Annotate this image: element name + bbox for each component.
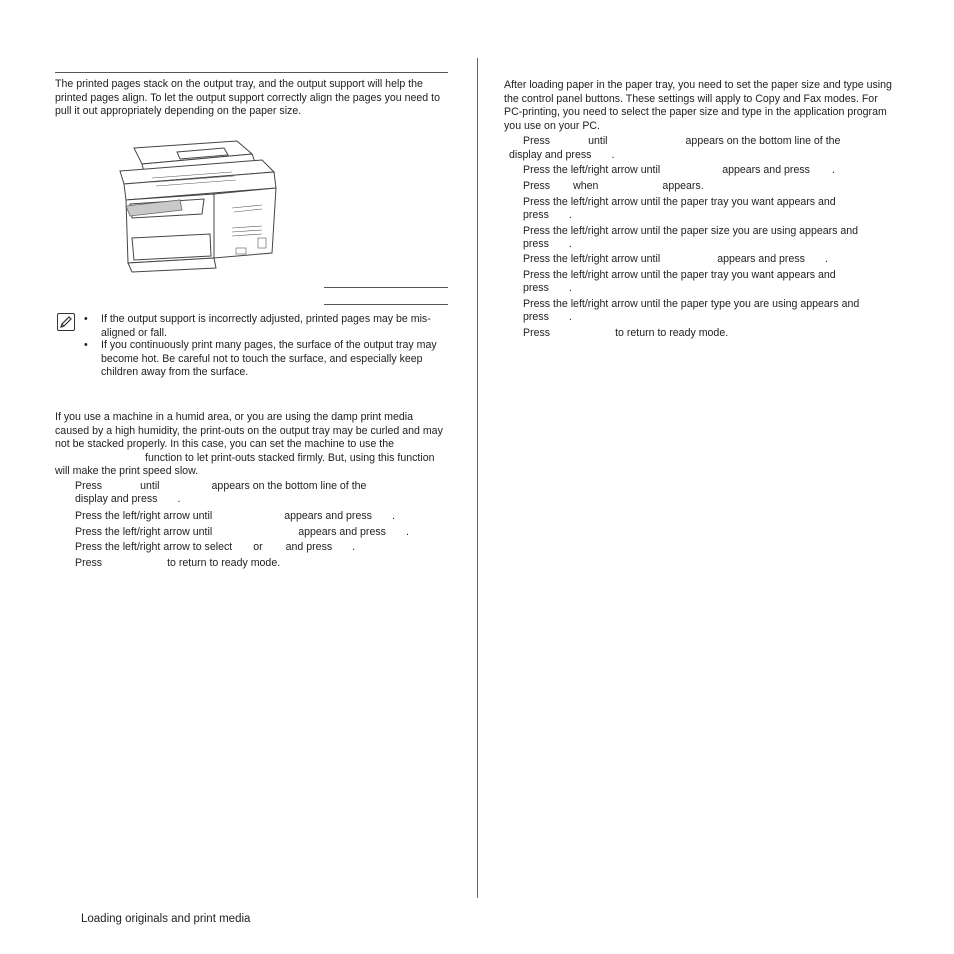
step-text: appears and press — [284, 510, 372, 522]
step-text: Press the left/right arrow until the paper tray you want appears and — [523, 196, 836, 208]
step-text: . — [568, 209, 572, 221]
step-text: when — [573, 180, 599, 192]
step-text: or — [253, 541, 263, 553]
step-text: press — [523, 238, 549, 250]
step-text: . — [405, 526, 409, 538]
step-text: to return to ready mode. — [615, 327, 729, 339]
right-step-7-cont — [523, 282, 572, 296]
printer-illustration — [112, 138, 282, 276]
step-text: . — [177, 493, 181, 505]
step-text: Press — [523, 135, 551, 147]
output-support-intro: The printed pages stack on the output tray, and the output support will help the printed pages align. To let the output support correctly align the pages you need to pull it out appropriately depending on the paper size. — [55, 78, 440, 118]
step-text: . — [568, 238, 572, 250]
caption-rule-2 — [324, 304, 448, 305]
step-text: Press the left/right arrow to select — [75, 541, 233, 553]
right-step-4-cont — [523, 209, 572, 223]
step-text: Press the left/right arrow until — [523, 253, 661, 265]
step-1-cont — [75, 493, 180, 507]
right-step-9 — [523, 327, 728, 341]
step-text: Press the left/right arrow until the paper type you are using appears and — [523, 298, 860, 310]
bullet-icon: • — [84, 339, 88, 351]
right-step-2 — [523, 164, 835, 178]
step-text: Press the left/right arrow until the paper tray you want appears and — [523, 269, 836, 281]
right-step-6 — [523, 253, 828, 267]
caption-rule-1 — [324, 287, 448, 288]
humid-text-part1: If you use a machine in a humid area, or you are using the damp print media caused by a high humidity, the print-outs on the output tray may be curled and may not be stacked properly. In this case, you can set the machine to use the — [55, 411, 443, 451]
right-step-1 — [523, 135, 840, 149]
step-text: until — [588, 135, 608, 147]
step-text: . — [831, 164, 835, 176]
step-text: to return to ready mode. — [167, 557, 281, 569]
footer-section-title: Loading originals and print media — [81, 913, 251, 925]
right-step-1-cont — [509, 149, 614, 163]
bullet-icon: • — [84, 313, 88, 325]
step-text: display and press — [75, 493, 158, 505]
step-text: appears. — [662, 180, 704, 192]
step-4 — [75, 541, 355, 555]
step-text: . — [352, 541, 356, 553]
step-text: Press the left/right arrow until — [75, 510, 213, 522]
note-item — [84, 339, 448, 380]
right-step-3 — [523, 180, 704, 194]
step-text: Press the left/right arrow until the paper size you are using appears and — [523, 225, 859, 237]
step-text: appears on the bottom line of the — [685, 135, 841, 147]
step-text: press — [523, 282, 549, 294]
step-text: Press the left/right arrow until — [75, 526, 213, 538]
step-text: . — [611, 149, 615, 161]
step-text: and press — [285, 541, 333, 553]
step-text: . — [391, 510, 395, 522]
step-text: press — [523, 209, 549, 221]
step-text: appears on the bottom line of the — [211, 480, 367, 492]
right-step-7 — [523, 269, 836, 283]
step-text: appears and press — [298, 526, 386, 538]
step-text: Press — [75, 557, 103, 569]
right-step-5-cont — [523, 238, 572, 252]
column-divider — [477, 58, 478, 898]
note-item — [84, 313, 448, 340]
step-text: Press the left/right arrow until — [523, 164, 661, 176]
step-5 — [75, 557, 280, 571]
step-2 — [75, 510, 395, 524]
right-step-8 — [523, 298, 859, 312]
step-1 — [75, 480, 366, 494]
section-rule-top — [55, 72, 448, 73]
step-text: until — [140, 480, 160, 492]
note-pencil-icon — [57, 313, 75, 331]
humid-text-part2: function to let print-outs stacked firmly. But, using this function will make the print speed slow. — [55, 451, 435, 478]
humid-area-paragraph — [55, 411, 449, 479]
step-text: . — [824, 253, 828, 265]
step-text: . — [568, 311, 572, 323]
step-text: press — [523, 311, 549, 323]
step-3 — [75, 526, 409, 540]
right-step-8-cont — [523, 311, 572, 325]
step-text: display and press — [509, 149, 592, 161]
right-step-4 — [523, 196, 836, 210]
paper-settings-intro: After loading paper in the paper tray, you need to set the paper size and type using the control panel buttons. These settings will apply to Copy and Fax modes. For PC-printing, you need to select the paper size and type in the application program you use on your PC. — [504, 79, 892, 132]
right-step-5 — [523, 225, 858, 239]
note-text: If you continuously print many pages, the surface of the output tray may become hot. Be careful not to touch the surface, and especially keep children away from the surface. — [101, 339, 437, 379]
step-text: appears and press — [717, 253, 805, 265]
step-text: Press — [75, 480, 103, 492]
step-text: appears and press — [722, 164, 810, 176]
note-text: If the output support is incorrectly adjusted, printed pages may be mis-aligned or fall. — [101, 313, 431, 339]
step-text: Press — [523, 180, 551, 192]
step-text: . — [568, 282, 572, 294]
step-text: Press — [523, 327, 551, 339]
